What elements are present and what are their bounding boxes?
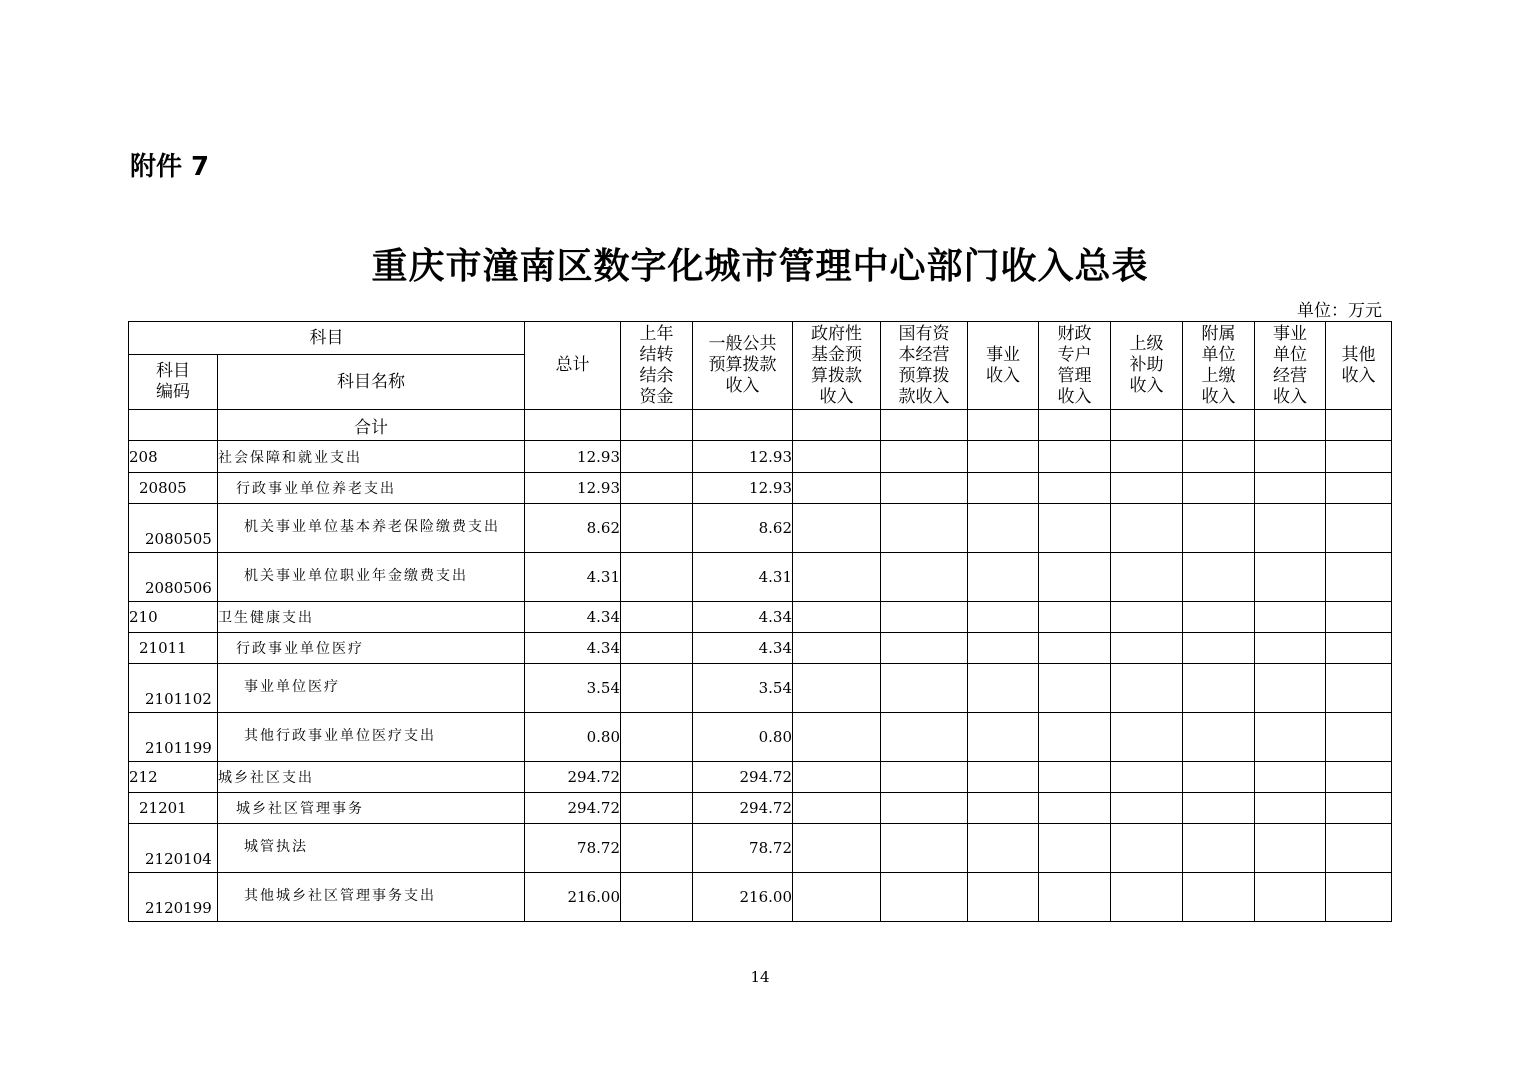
subject-code: 212	[129, 762, 218, 793]
table-row	[129, 441, 1392, 473]
amount-cell	[1255, 441, 1326, 473]
table-row	[129, 473, 1392, 504]
amount-cell	[793, 762, 881, 793]
amount-cell	[968, 873, 1039, 922]
subject-name: 行政事业单位医疗	[218, 633, 525, 664]
table-body	[129, 410, 1392, 922]
amount-cell	[1183, 664, 1255, 713]
amount-cell: 4.31	[525, 553, 621, 602]
total-row	[129, 410, 1392, 441]
amount-cell	[1326, 873, 1392, 922]
subject-code: 2080506	[129, 553, 218, 602]
subject-name: 事业单位医疗	[218, 664, 525, 713]
subject-code: 20805	[129, 473, 218, 504]
amount-cell	[1039, 553, 1111, 602]
table-row	[129, 793, 1392, 824]
total-value	[968, 410, 1039, 441]
subject-code: 2101102	[129, 664, 218, 713]
header-col: 事业 单位 经营 收入	[1255, 322, 1326, 410]
amount-cell	[793, 553, 881, 602]
amount-cell	[1326, 602, 1392, 633]
amount-cell	[793, 441, 881, 473]
page-number: 14	[750, 968, 770, 986]
amount-cell: 294.72	[693, 762, 793, 793]
subject-name: 城管执法	[218, 824, 525, 873]
subject-name: 行政事业单位养老支出	[218, 473, 525, 504]
amount-cell	[1111, 473, 1183, 504]
amount-cell	[1183, 873, 1255, 922]
amount-cell	[881, 504, 968, 553]
amount-cell	[1255, 553, 1326, 602]
header-col: 附属 单位 上缴 收入	[1183, 322, 1255, 410]
amount-cell	[881, 441, 968, 473]
amount-cell	[968, 553, 1039, 602]
amount-cell	[968, 504, 1039, 553]
subject-code: 208	[129, 441, 218, 473]
amount-cell: 4.34	[693, 602, 793, 633]
amount-cell	[1183, 762, 1255, 793]
amount-cell	[1111, 664, 1183, 713]
amount-cell	[621, 602, 693, 633]
amount-cell	[1183, 553, 1255, 602]
header-col: 其他 收入	[1326, 322, 1392, 410]
amount-cell: 4.34	[693, 633, 793, 664]
header-col: 总计	[525, 322, 621, 410]
table-row	[129, 553, 1392, 602]
amount-cell	[968, 633, 1039, 664]
amount-cell: 294.72	[693, 793, 793, 824]
amount-cell	[1183, 633, 1255, 664]
total-value	[1183, 410, 1255, 441]
amount-cell	[1255, 504, 1326, 553]
amount-cell	[1183, 602, 1255, 633]
table-row	[129, 873, 1392, 922]
amount-cell	[1255, 602, 1326, 633]
amount-cell	[793, 713, 881, 762]
amount-cell	[621, 713, 693, 762]
amount-cell	[793, 824, 881, 873]
amount-cell: 216.00	[693, 873, 793, 922]
amount-cell: 294.72	[525, 793, 621, 824]
amount-cell	[1255, 713, 1326, 762]
subject-name: 城乡社区支出	[218, 762, 525, 793]
amount-cell	[1111, 713, 1183, 762]
amount-cell	[1039, 664, 1111, 713]
amount-cell	[1111, 441, 1183, 473]
amount-cell: 3.54	[525, 664, 621, 713]
amount-cell	[621, 824, 693, 873]
amount-cell: 12.93	[525, 441, 621, 473]
page-title: 重庆市潼南区数字化城市管理中心部门收入总表	[371, 246, 1149, 287]
amount-cell	[881, 602, 968, 633]
table-row	[129, 633, 1392, 664]
header-col: 财政 专户 管理 收入	[1039, 322, 1111, 410]
attachment-label: 附件 7	[130, 152, 210, 182]
amount-cell: 12.93	[525, 473, 621, 504]
amount-cell	[793, 504, 881, 553]
amount-cell	[881, 824, 968, 873]
amount-cell: 8.62	[693, 504, 793, 553]
amount-cell	[1183, 824, 1255, 873]
amount-cell	[881, 873, 968, 922]
amount-cell	[1039, 793, 1111, 824]
subject-code: 2080505	[129, 504, 218, 553]
total-value	[1111, 410, 1183, 441]
amount-cell: 3.54	[693, 664, 793, 713]
amount-cell	[793, 664, 881, 713]
amount-cell	[1183, 793, 1255, 824]
amount-cell	[621, 664, 693, 713]
amount-cell	[968, 473, 1039, 504]
amount-cell: 4.31	[693, 553, 793, 602]
amount-cell	[881, 713, 968, 762]
amount-cell	[968, 602, 1039, 633]
amount-cell	[1039, 504, 1111, 553]
amount-cell: 12.93	[693, 441, 793, 473]
amount-cell	[1326, 633, 1392, 664]
amount-cell	[793, 793, 881, 824]
amount-cell	[1111, 504, 1183, 553]
amount-cell: 78.72	[525, 824, 621, 873]
amount-cell: 12.93	[693, 473, 793, 504]
income-summary-table	[128, 321, 1392, 922]
amount-cell	[1326, 793, 1392, 824]
total-value	[525, 410, 621, 441]
amount-cell	[968, 441, 1039, 473]
amount-cell	[1255, 762, 1326, 793]
amount-cell	[1039, 473, 1111, 504]
amount-cell	[881, 473, 968, 504]
subject-name: 城乡社区管理事务	[218, 793, 525, 824]
amount-cell	[1183, 473, 1255, 504]
amount-cell: 78.72	[693, 824, 793, 873]
total-code-cell	[129, 410, 218, 441]
amount-cell	[1183, 441, 1255, 473]
table-row	[129, 762, 1392, 793]
subject-name: 卫生健康支出	[218, 602, 525, 633]
header-col: 一般公共 预算拨款 收入	[693, 322, 793, 410]
amount-cell	[1183, 713, 1255, 762]
amount-cell	[968, 793, 1039, 824]
amount-cell	[881, 793, 968, 824]
subject-name: 机关事业单位基本养老保险缴费支出	[218, 504, 525, 553]
amount-cell	[1255, 664, 1326, 713]
amount-cell	[1326, 713, 1392, 762]
table-row	[129, 602, 1392, 633]
table-row	[129, 713, 1392, 762]
amount-cell	[1039, 633, 1111, 664]
subject-code: 2120199	[129, 873, 218, 922]
subject-code: 210	[129, 602, 218, 633]
amount-cell	[1111, 762, 1183, 793]
amount-cell	[1039, 441, 1111, 473]
header-subject: 科目	[129, 322, 525, 355]
amount-cell	[1326, 441, 1392, 473]
subject-name: 其他行政事业单位医疗支出	[218, 713, 525, 762]
header-col: 事业 收入	[968, 322, 1039, 410]
amount-cell	[793, 602, 881, 633]
header-col: 国有资 本经营 预算拨 款收入	[881, 322, 968, 410]
table-header	[129, 322, 1392, 410]
total-value	[793, 410, 881, 441]
unit-label: 单位：万元	[1297, 301, 1382, 321]
amount-cell	[1326, 824, 1392, 873]
amount-cell	[1111, 824, 1183, 873]
amount-cell	[968, 713, 1039, 762]
subject-code: 21011	[129, 633, 218, 664]
amount-cell	[621, 473, 693, 504]
amount-cell	[968, 824, 1039, 873]
amount-cell	[881, 762, 968, 793]
amount-cell	[1039, 873, 1111, 922]
total-label: 合计	[218, 410, 525, 441]
subject-code: 21201	[129, 793, 218, 824]
table-row	[129, 504, 1392, 553]
amount-cell	[881, 664, 968, 713]
header-col: 上年 结转 结余 资金	[621, 322, 693, 410]
amount-cell: 0.80	[525, 713, 621, 762]
subject-name: 社会保障和就业支出	[218, 441, 525, 473]
amount-cell	[1255, 793, 1326, 824]
amount-cell	[1326, 473, 1392, 504]
total-value	[693, 410, 793, 441]
amount-cell	[1326, 504, 1392, 553]
amount-cell	[1326, 664, 1392, 713]
amount-cell	[1039, 762, 1111, 793]
subject-code: 2120104	[129, 824, 218, 873]
amount-cell	[1111, 873, 1183, 922]
amount-cell	[1111, 602, 1183, 633]
amount-cell	[1326, 762, 1392, 793]
amount-cell	[1111, 553, 1183, 602]
amount-cell: 294.72	[525, 762, 621, 793]
total-value	[1255, 410, 1326, 441]
header-subject-name: 科目名称	[218, 355, 525, 410]
amount-cell	[1255, 473, 1326, 504]
amount-cell	[1111, 633, 1183, 664]
amount-cell	[793, 473, 881, 504]
amount-cell	[621, 762, 693, 793]
total-value	[621, 410, 693, 441]
subject-name: 其他城乡社区管理事务支出	[218, 873, 525, 922]
amount-cell	[621, 793, 693, 824]
amount-cell	[793, 633, 881, 664]
amount-cell	[1039, 713, 1111, 762]
header-col: 上级 补助 收入	[1111, 322, 1183, 410]
subject-name: 机关事业单位职业年金缴费支出	[218, 553, 525, 602]
amount-cell	[621, 633, 693, 664]
amount-cell	[621, 441, 693, 473]
header-col: 政府性 基金预 算拨款 收入	[793, 322, 881, 410]
amount-cell	[881, 553, 968, 602]
total-value	[881, 410, 968, 441]
total-value	[1326, 410, 1392, 441]
amount-cell	[968, 762, 1039, 793]
amount-cell	[968, 664, 1039, 713]
amount-cell: 8.62	[525, 504, 621, 553]
amount-cell	[881, 633, 968, 664]
amount-cell	[1039, 824, 1111, 873]
amount-cell	[621, 873, 693, 922]
amount-cell	[1039, 602, 1111, 633]
amount-cell	[1255, 633, 1326, 664]
amount-cell: 0.80	[693, 713, 793, 762]
amount-cell	[621, 553, 693, 602]
table-row	[129, 664, 1392, 713]
amount-cell	[621, 504, 693, 553]
amount-cell	[1111, 793, 1183, 824]
subject-code: 2101199	[129, 713, 218, 762]
amount-cell	[1326, 553, 1392, 602]
amount-cell: 4.34	[525, 633, 621, 664]
header-subject-code: 科目 编码	[129, 355, 218, 410]
amount-cell	[793, 873, 881, 922]
amount-cell	[1183, 504, 1255, 553]
total-value	[1039, 410, 1111, 441]
amount-cell: 4.34	[525, 602, 621, 633]
amount-cell	[1255, 824, 1326, 873]
amount-cell	[1255, 873, 1326, 922]
table-row	[129, 824, 1392, 873]
amount-cell: 216.00	[525, 873, 621, 922]
